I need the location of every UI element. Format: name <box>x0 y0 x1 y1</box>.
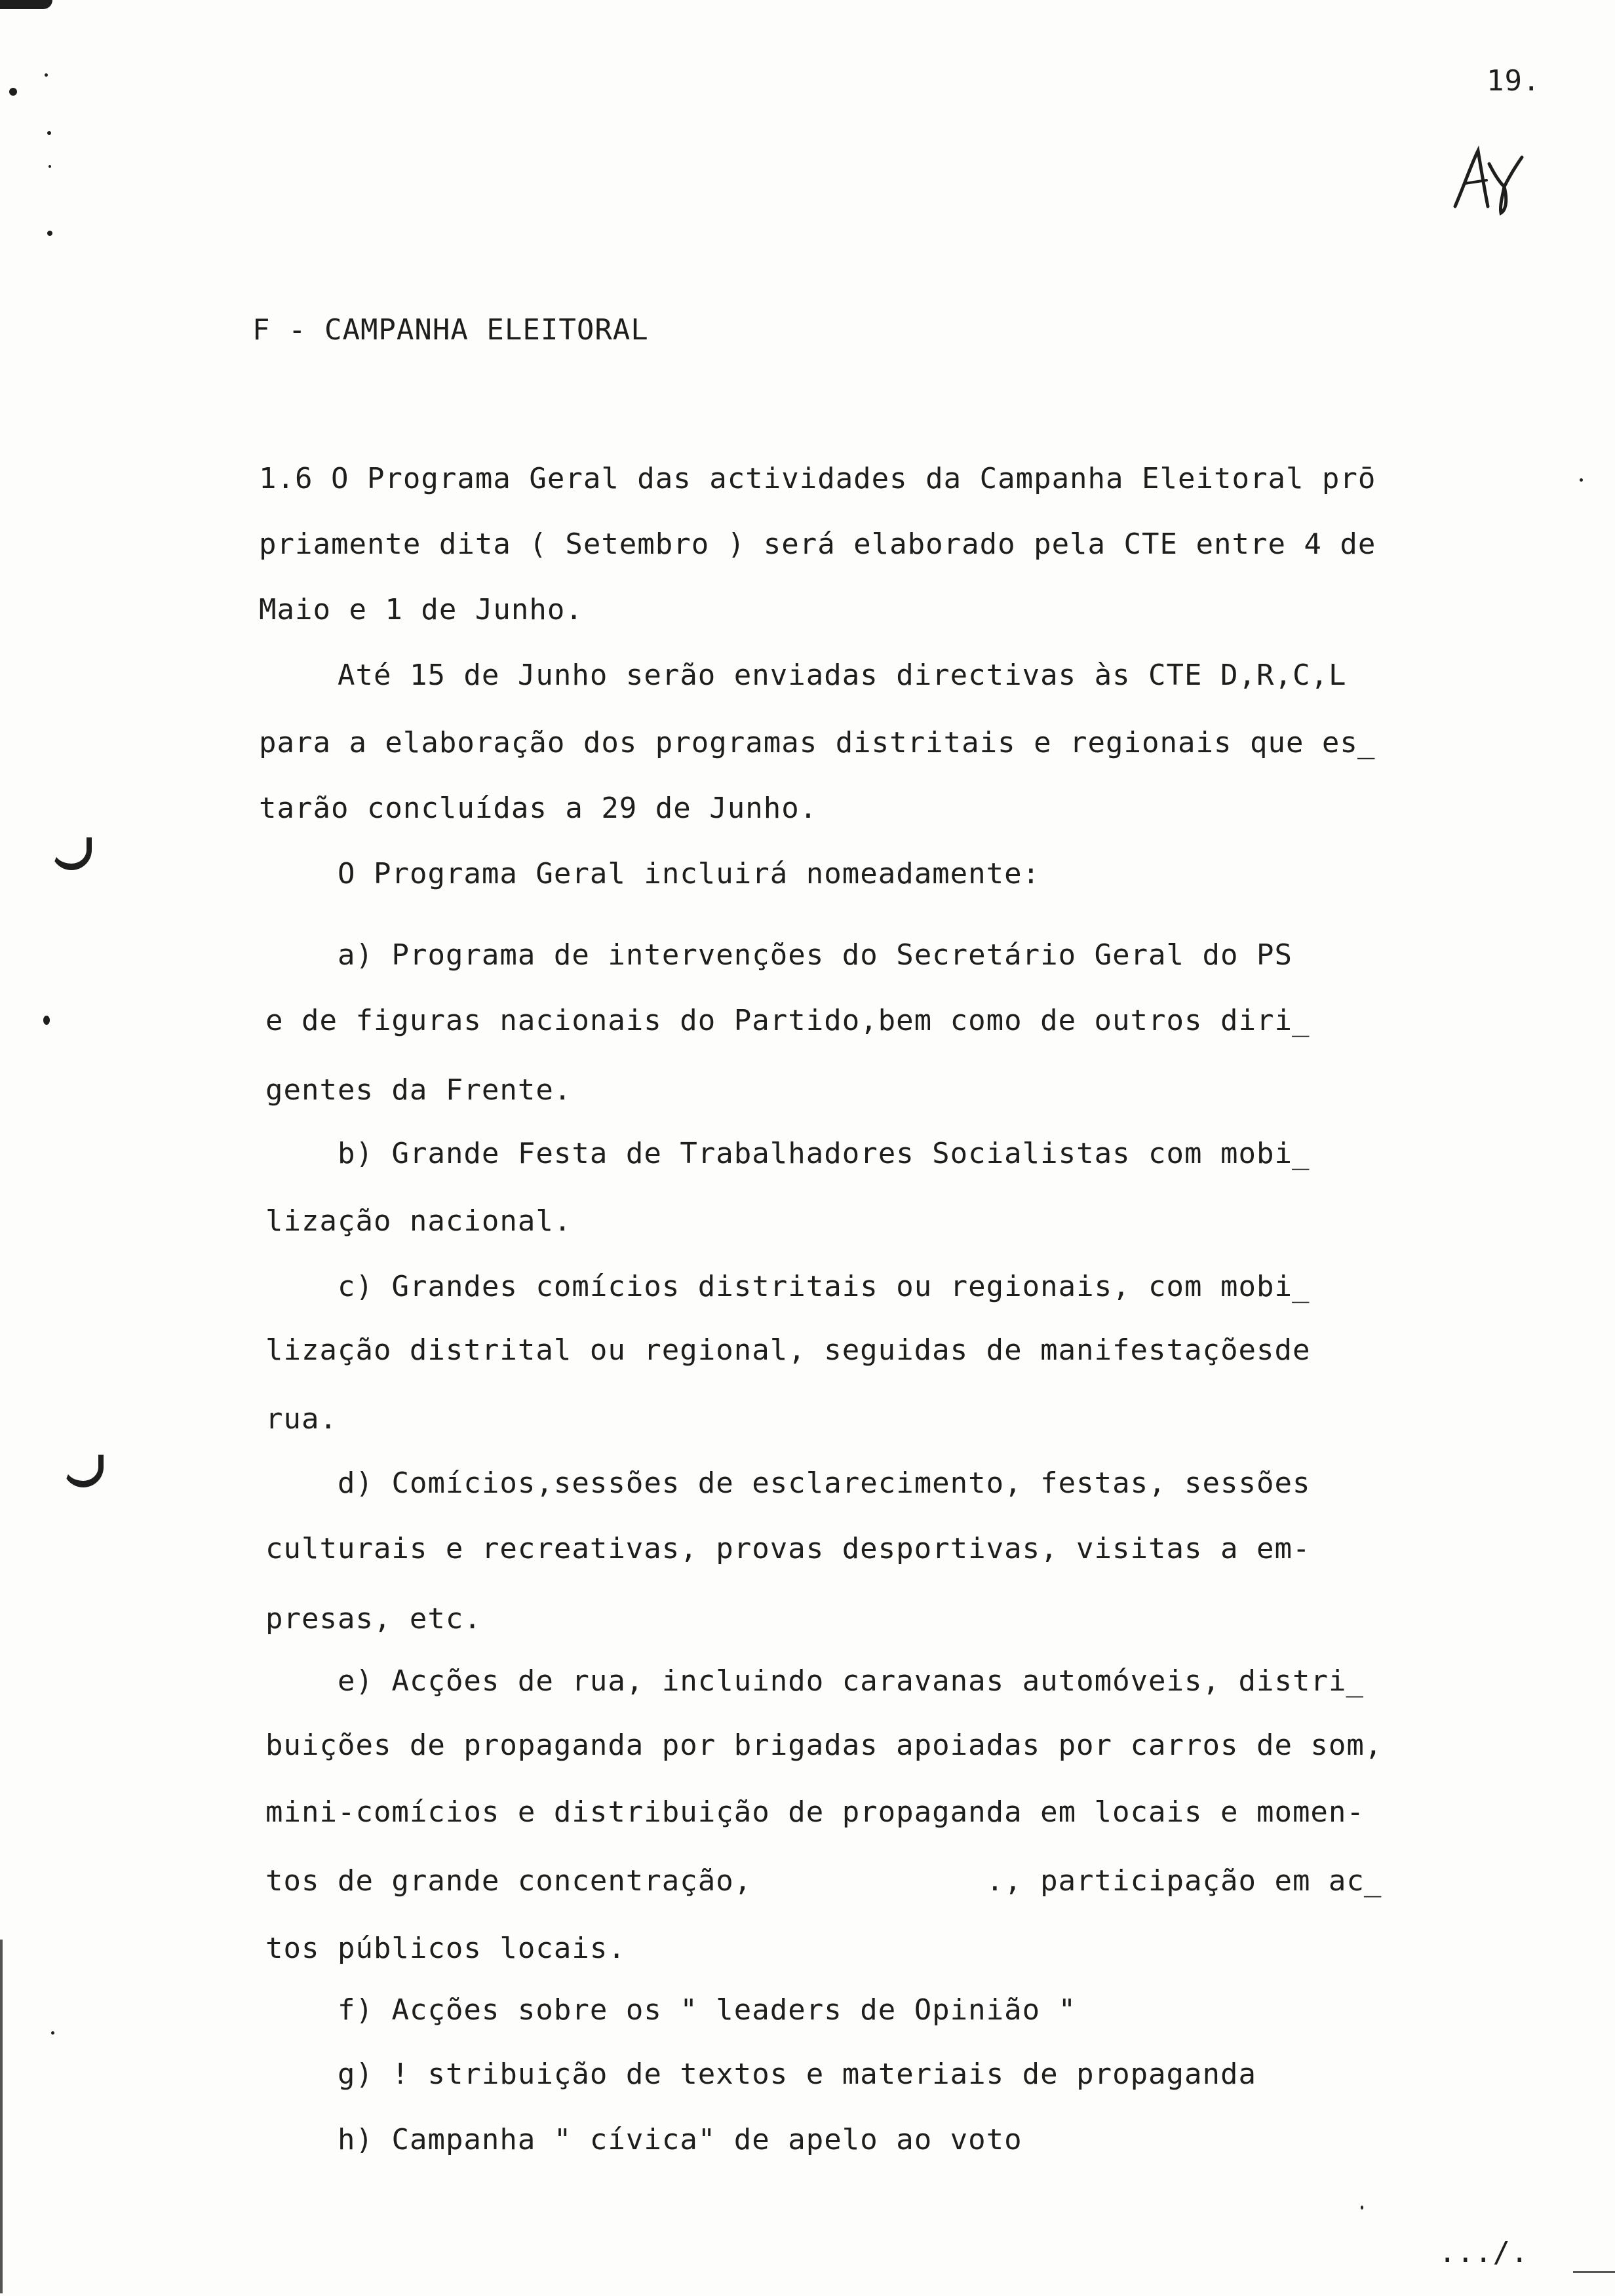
handwritten-initials-icon <box>1449 144 1527 216</box>
page-number: 19. <box>1487 64 1541 98</box>
margin-dot <box>49 165 51 168</box>
text-line: O Programa Geral incluirá nomeadamente: <box>338 857 1041 890</box>
list-item-g: g) ! stribuição de textos e materiais de propaganda <box>338 2057 1257 2091</box>
section-heading: F - CAMPANHA ELEITORAL <box>252 313 649 347</box>
text-line: rua. <box>265 1402 338 1436</box>
list-item-a: a) Programa de intervenções do Secretário Geral do PS <box>338 938 1293 972</box>
text-line: presas, etc. <box>265 1602 482 1636</box>
text-line: mini-comícios e distribuição de propaganda em locais e momen- <box>265 1795 1365 1829</box>
text-line: buições de propaganda por brigadas apoiadas por carros de som, <box>265 1729 1383 1762</box>
text-line: priamente dita ( Setembro ) será elaborado pela CTE entre 4 de <box>259 527 1376 561</box>
text-line: lização nacional. <box>265 1204 572 1238</box>
text-line: Até 15 de Junho serão enviadas directivas às CTE D,R,C,L <box>338 659 1347 692</box>
text-line: Maio e 1 de Junho. <box>259 593 583 626</box>
margin-dot <box>1580 478 1583 482</box>
binder-hole-mark <box>51 837 92 870</box>
list-item-c: c) Grandes comícios distritais ou regionais, com mobi̲ <box>338 1270 1310 1303</box>
text-line: lização distrital ou regional, seguidas de manifestaçõesde <box>265 1333 1311 1367</box>
text-line: tos públicos locais. <box>265 1932 626 1965</box>
list-item-f: f) Acções sobre os " leaders de Opinião " <box>338 1993 1077 2027</box>
text-line: culturais e recreativas, provas desportivas, visitas a em- <box>265 1532 1311 1565</box>
binder-hole-mark <box>63 1455 104 1487</box>
margin-dot <box>51 2031 54 2035</box>
margin-dot <box>9 88 17 96</box>
text-line: tos de grande concentração, ., participação em ac̲ <box>265 1864 1382 1898</box>
margin-dot <box>47 131 51 135</box>
list-item-h: h) Campanha " cívica" de apelo ao voto <box>338 2123 1022 2156</box>
list-item-d: d) Comícios,sessões de esclarecimento, festas, sessões <box>338 1466 1311 1500</box>
text-line: gentes da Frente. <box>265 1073 572 1107</box>
list-item-e: e) Acções de rua, incluindo caravanas automóveis, distri̲ <box>338 1664 1364 1698</box>
continuation-mark: .../. <box>1439 2236 1529 2269</box>
scan-corner-mark <box>0 0 52 9</box>
page-edge-line <box>0 1940 3 2293</box>
list-item-b: b) Grande Festa de Trabalhadores Socialistas com mobi̲ <box>338 1137 1310 1170</box>
footer-rule <box>1573 2271 1615 2273</box>
text-line: e de figuras nacionais do Partido,bem como de outros diri̲ <box>265 1004 1310 1037</box>
margin-dot <box>47 231 52 236</box>
margin-dot <box>1361 2206 1363 2210</box>
text-line: 1.6 O Programa Geral das actividades da Campanha Eleitoral prō <box>259 462 1376 495</box>
text-line: para a elaboração dos programas distritais e regionais que es̲ <box>259 726 1376 759</box>
text-line: tarão concluídas a 29 de Junho. <box>259 792 818 825</box>
margin-dot <box>43 1016 50 1025</box>
margin-dot <box>45 73 48 77</box>
